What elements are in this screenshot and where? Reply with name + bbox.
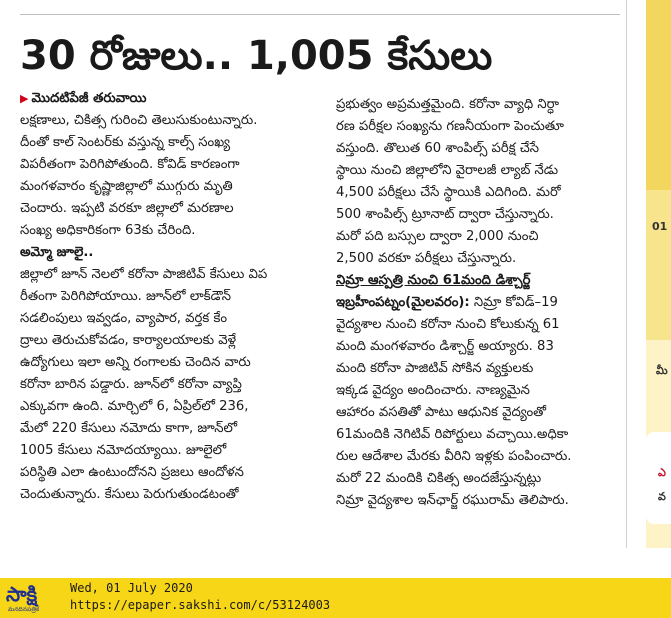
sakshi-logo[interactable]	[6, 582, 64, 614]
text-line: లక్షణాలు, చికిత్స గురించి తెలుసుకుంటున్నారు.	[20, 113, 258, 128]
subheading-july: అమ్మో జూలై..	[20, 245, 94, 260]
text-line: మంది కరోనా పాజిటివ్ సోకిన వ్యక్తులకు	[336, 361, 534, 376]
text-line: మేలో 220 కేసులు నమోదు కాగా, జూన్‌లో	[20, 421, 238, 436]
footer-bar	[0, 578, 671, 618]
text-line: ఆహారం వసతితో పాటు ఆధునిక వైద్యంతో	[336, 405, 547, 420]
text-line: 2,500 వరకూ పరీక్షలు చేస్తున్నారు.	[336, 251, 517, 266]
side-text-4: వ	[658, 490, 666, 503]
text-line: రీతంగా పెరిగిపోయాయి. జూన్‌లో లాక్‌డౌన్	[20, 289, 231, 304]
footer-url-link[interactable]: https://epaper.sakshi.com/c/53124003	[70, 598, 331, 612]
logo-tagline: మనదినపత్రిక	[8, 606, 40, 613]
text-line: పరిస్థితి ఎలా ఉంటుందోనని ప్రజలు ఆందోళన	[20, 465, 244, 480]
text-line: సడలింపులు ఇవ్వడం, వ్యాపార, వర్తక కేం	[20, 311, 228, 326]
text-line: ప్రభుత్వం అప్రమత్తమైంది. కరోనా వ్యాధి నిర్ధా	[336, 97, 559, 112]
column-right	[336, 94, 628, 512]
side-block-top	[646, 0, 671, 190]
side-block-mid	[646, 190, 671, 340]
text-line: ద్రాలు తెరుచుకోవడం, కార్యాలయాలకు వెళ్లే	[20, 333, 237, 348]
text-line: 1005 కేసులు నమోదయ్యాయి. జూలైలో	[20, 443, 227, 458]
text-line: ఉద్యోగులు ఇలా అన్ని రంగాలకు చెందిన వారు	[20, 355, 251, 370]
jump-arrow-icon: ▶	[20, 92, 29, 105]
text-line: మరో పది బస్సుల ద్వారా 2,000 నుంచి	[336, 229, 539, 244]
column-divider	[626, 0, 627, 548]
dateline-line	[336, 292, 628, 314]
text-line: రుల ఆదేశాల మేరకు వీరిని ఇళ్లకు పంపించారు.	[336, 449, 572, 464]
text-line: చెందారు. ఇప్పటి వరకూ జిల్లాలో మరణాల	[20, 201, 234, 216]
top-rule	[20, 14, 620, 15]
text-line: మంగళవారం కృష్ణాజిల్లాలో ముగ్గురు మృతి	[20, 179, 233, 194]
text-line: వైద్యశాల నుంచి కరోనా నుంచి కోలుకున్న 61	[336, 317, 560, 332]
subheading-discharge: నిమ్రా ఆస్పత్రి నుంచి 61మంది డిశ్చార్జ్	[336, 273, 531, 288]
text-line: కరోనా బారిన పడ్డారు. జూన్‌లో కరోనా వ్యాప్తి	[20, 377, 242, 392]
text-line: రణ పరీక్షల సంఖ్యను గణనీయంగా పెంచుతూ	[336, 119, 564, 134]
text-line: 61మందికి నెగిటివ్ రిపోర్టులు వచ్చాయి.అధికా	[336, 427, 569, 442]
text-line: దీంతో కాల్ సెంటర్‌కు వస్తున్న కాల్స్ సంఖ్య	[20, 135, 231, 150]
text-line: మరో 22 మందికి చికిత్స అందజేస్తున్నట్లు	[336, 471, 542, 486]
text-line: చెందుతున్నారు. కేసులు పెరుగుతుండటంతో	[20, 487, 239, 502]
jump-line[interactable]	[20, 88, 332, 110]
dateline-rest: నిమ్రా కోవిడ్–19	[469, 295, 558, 310]
text-line: మంది మంగళవారం డిశ్చార్జ్ అయ్యారు. 83	[336, 339, 554, 354]
side-text-1: 01	[652, 220, 668, 233]
dateline: ఇబ్రహీంపట్నం(మైలవరం):	[336, 295, 470, 310]
text-line: 500 శాంపిల్స్ ట్రూనాట్ ద్వారా చేస్తున్నారు.	[336, 207, 554, 222]
column-left	[20, 88, 332, 506]
logo-mark: సాక్షి	[6, 582, 38, 606]
text-line: సంఖ్య అధికారికంగా 63కు చేరింది.	[20, 223, 196, 238]
text-line: విపరీతంగా పెరిగిపోతుంది. కోవిడ్ కారణంగా	[20, 157, 240, 172]
text-line: స్థాయి నుంచి జిల్లాలోని వైరాలజీ ల్యాబ్ నేడు	[336, 163, 559, 178]
text-line: ఎక్కువగా ఉంది. మార్చిలో 6, ఏప్రిల్‌లో 236,	[20, 399, 249, 414]
headline: 30 రోజులు.. 1,005 కేసులు	[20, 33, 493, 79]
footer-date: Wed, 01 July 2020	[70, 581, 193, 595]
side-text-3: ఎ	[658, 466, 666, 479]
jump-text: మొదటిపేజీ తరువాయి	[31, 91, 147, 106]
adjacent-article-strip	[646, 0, 671, 548]
text-line: వస్తుంది. తొలుత 60 శాంపిల్స్ పరీక్ష చేసే	[336, 141, 540, 156]
text-line: ఇక్కడ వైద్యం అందించారు. నాణ్యమైన	[336, 383, 530, 398]
text-line: 4,500 పరీక్షలు చేసే స్థాయికి ఎదిగింది. మరో	[336, 185, 561, 200]
text-line: జిల్లాలో జూన్ నెలలో కరోనా పాజిటివ్ కేసులు విప	[20, 267, 268, 282]
side-text-2: మీ	[656, 364, 668, 377]
text-line: నిమ్రా వైద్యశాల ఇన్‌ఛార్జ్ రఘురామ్ తెలిపారు.	[336, 493, 569, 508]
